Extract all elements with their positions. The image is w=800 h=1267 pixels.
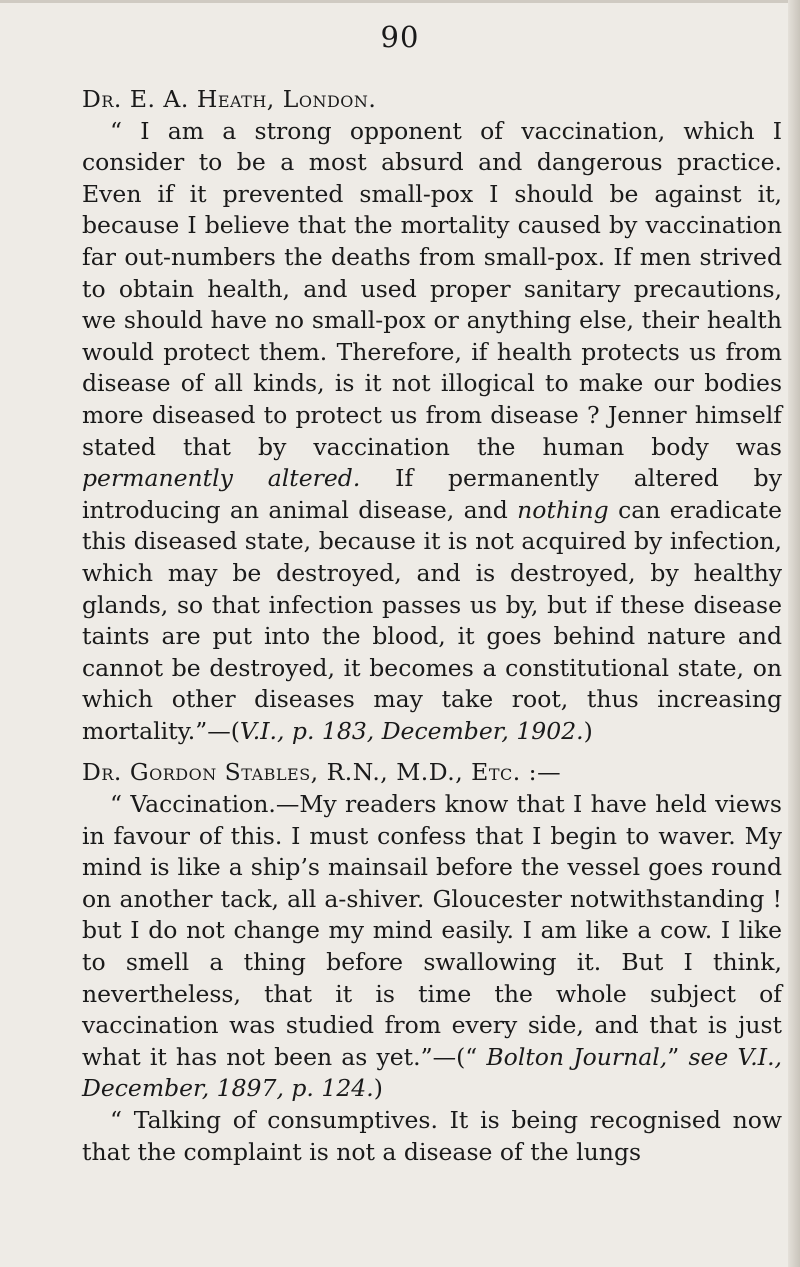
emphasis-text: permanently altered. [82, 464, 361, 493]
page-top-edge [0, 0, 800, 3]
source-title: Bolton Journal, [486, 1042, 668, 1071]
citation-close: ) [583, 716, 593, 745]
entry-quote-stables [82, 789, 782, 1105]
entry-quote-heath [82, 116, 782, 748]
page-body [82, 84, 782, 1168]
citation-close: ) [373, 1074, 383, 1103]
entry-heading-heath: Dr. E. A. Heath, London. [82, 85, 377, 113]
entry-heading-stables: Dr. Gordon Stables, R.N., M.D., Etc. :— [82, 758, 562, 787]
quote-text: “ Vaccination.—My readers know that I have held views in favour of this. I must confess that I begin to waver. My mind is like a ship’s mainsail before the vessel goes round on another tack, all a-shiver. Gloucester notwithstanding ! but I do not change my mind easily. I am like a cow. I like to smell a thing before swallowing it. But I think, nevertheless, that it is time the whole subject of vaccination was studied from every side, and that is just what it has not been as yet.”—(“ [82, 790, 782, 1071]
quote-text: “ I am a strong opponent of vaccination, which I consider to be a most absurd and dangerous practice. Even if it prevented small-pox I should be against it, because I believe that the mortality caused by vaccination far out-numbers the deaths from small-pox. If men strived to obtain health, and used proper sanitary precautions, we should have no small-pox or anything else, their health would protect them. Therefore, if health protects us from disease of all kinds, is it not illogical to make our bodies more diseased to protect us from disease ? Jenner himself stated that by vaccination the human body was [82, 116, 782, 461]
quote-text: can eradicate this diseased state, because it is not acquired by infection, which may be destroyed, and is destroyed, by healthy glands, so that infection passes us by, but if these disease taints are put into the blood, it goes behind nature and cannot be destroyed, it becomes a constitutional state, on which other diseases may take root, thus increasing mortality.”—( [82, 495, 783, 745]
source-close: ” [667, 1042, 689, 1071]
page-right-edge [788, 0, 800, 1267]
emphasis-text: nothing [517, 495, 609, 524]
quote-text: If permanently altered by introducing an animal disease, and [82, 464, 782, 524]
citation: V.I., p. 183, December, 1902. [239, 716, 584, 745]
entry-quote-stables-continued: “ Talking of consumptives. It is being recognised now that the complaint is not a disease of the lungs [82, 1106, 782, 1166]
citation: see V.I., December, 1897, p. 124. [82, 1042, 783, 1103]
page-number: 90 [380, 20, 420, 54]
